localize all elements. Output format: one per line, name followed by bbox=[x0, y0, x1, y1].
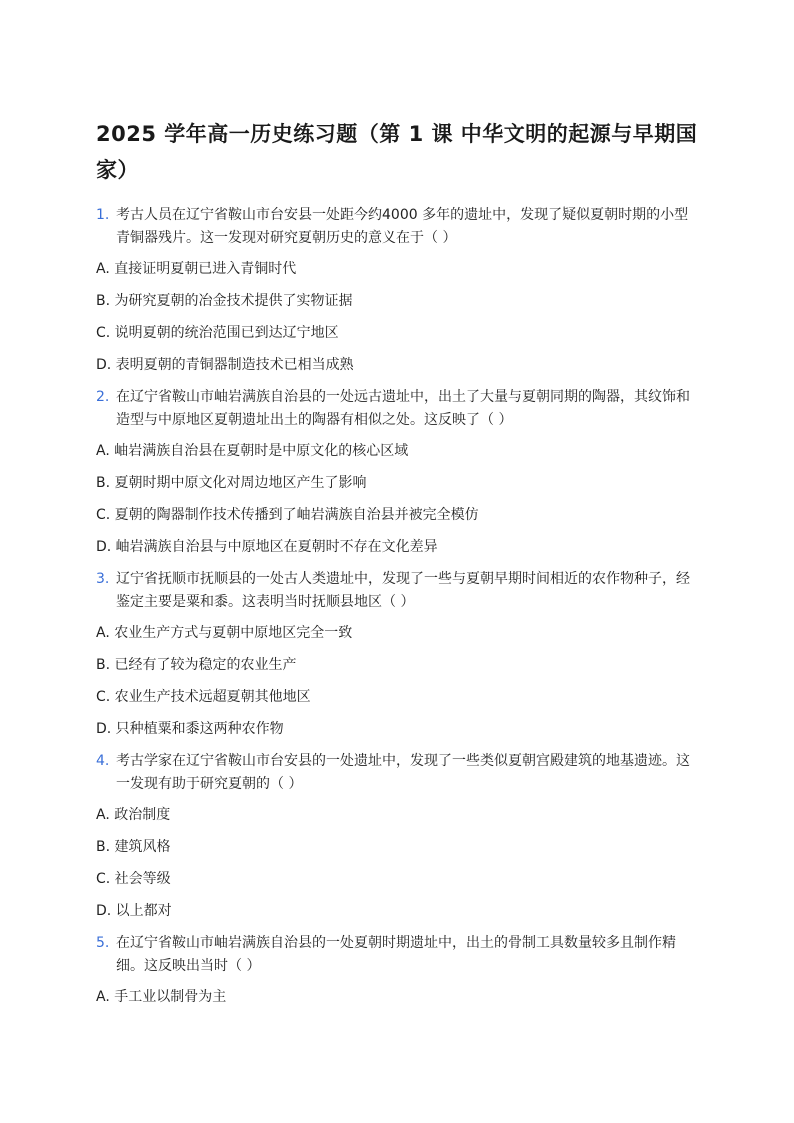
question-text: 在辽宁省鞍山市岫岩满族自治县的一处远古遗址中，出土了大量与夏朝同期的陶器，其纹饰和造型与中原地区夏朝遗址出土的陶器有相似之处。这反映了（ ） bbox=[116, 389, 690, 428]
question-3 bbox=[96, 568, 702, 741]
option-b: B. 建筑风格 bbox=[96, 839, 171, 855]
question-list bbox=[96, 204, 702, 1018]
question-stem bbox=[96, 568, 702, 614]
option-a: A. 农业生产方式与夏朝中原地区完全一致 bbox=[96, 625, 353, 641]
option-c: C. 农业生产技术远超夏朝其他地区 bbox=[96, 689, 311, 705]
option-b: B. 为研究夏朝的冶金技术提供了实物证据 bbox=[96, 293, 353, 309]
question-number: 2. bbox=[96, 389, 110, 405]
option-c: C. 夏朝的陶器制作技术传播到了岫岩满族自治县并被完全模仿 bbox=[96, 507, 479, 523]
option-c: C. 社会等级 bbox=[96, 871, 171, 887]
option-a: A. 岫岩满族自治县在夏朝时是中原文化的核心区域 bbox=[96, 443, 409, 459]
question-text: 考古人员在辽宁省鞍山市台安县一处距今约4000 多年的遗址中，发现了疑似夏朝时期的小型青铜器残片。这一发现对研究夏朝历史的意义在于（ ） bbox=[116, 207, 689, 246]
question-stem bbox=[96, 750, 702, 796]
option-d: D. 只种植粟和黍这两种农作物 bbox=[96, 721, 284, 737]
option-b: B. 夏朝时期中原文化对周边地区产生了影响 bbox=[96, 475, 367, 491]
question-number: 5. bbox=[96, 935, 110, 951]
option-a: A. 政治制度 bbox=[96, 807, 171, 823]
option-c: C. 说明夏朝的统治范围已到达辽宁地区 bbox=[96, 325, 339, 341]
question-1 bbox=[96, 204, 702, 377]
question-stem bbox=[96, 932, 702, 978]
document-title: 2025 学年高一历史练习题（第 1 课 中华文明的起源与早期国家） bbox=[96, 122, 698, 182]
question-number: 3. bbox=[96, 571, 110, 587]
question-text: 在辽宁省鞍山市岫岩满族自治县的一处夏朝时期遗址中，出土的骨制工具数量较多且制作精细。这反映出当时（ ） bbox=[116, 935, 676, 974]
option-d: D. 表明夏朝的青铜器制造技术已相当成熟 bbox=[96, 357, 354, 373]
option-a: A. 直接证明夏朝已进入青铜时代 bbox=[96, 261, 297, 277]
question-4 bbox=[96, 750, 702, 923]
question-stem bbox=[96, 386, 702, 432]
option-a: A. 手工业以制骨为主 bbox=[96, 989, 227, 1005]
question-2 bbox=[96, 386, 702, 559]
option-b: B. 已经有了较为稳定的农业生产 bbox=[96, 657, 297, 673]
option-d: D. 以上都对 bbox=[96, 903, 172, 919]
option-d: D. 岫岩满族自治县与中原地区在夏朝时不存在文化差异 bbox=[96, 539, 438, 555]
question-number: 4. bbox=[96, 753, 110, 769]
question-5 bbox=[96, 932, 702, 1009]
question-stem bbox=[96, 204, 702, 250]
question-text: 辽宁省抚顺市抚顺县的一处古人类遗址中，发现了一些与夏朝早期时间相近的农作物种子，经鉴定主要是粟和黍。这表明当时抚顺县地区（ ） bbox=[116, 571, 690, 610]
question-number: 1. bbox=[96, 207, 110, 223]
question-text: 考古学家在辽宁省鞍山市台安县的一处遗址中，发现了一些类似夏朝宫殿建筑的地基遗迹。这一发现有助于研究夏朝的（ ） bbox=[116, 753, 690, 792]
